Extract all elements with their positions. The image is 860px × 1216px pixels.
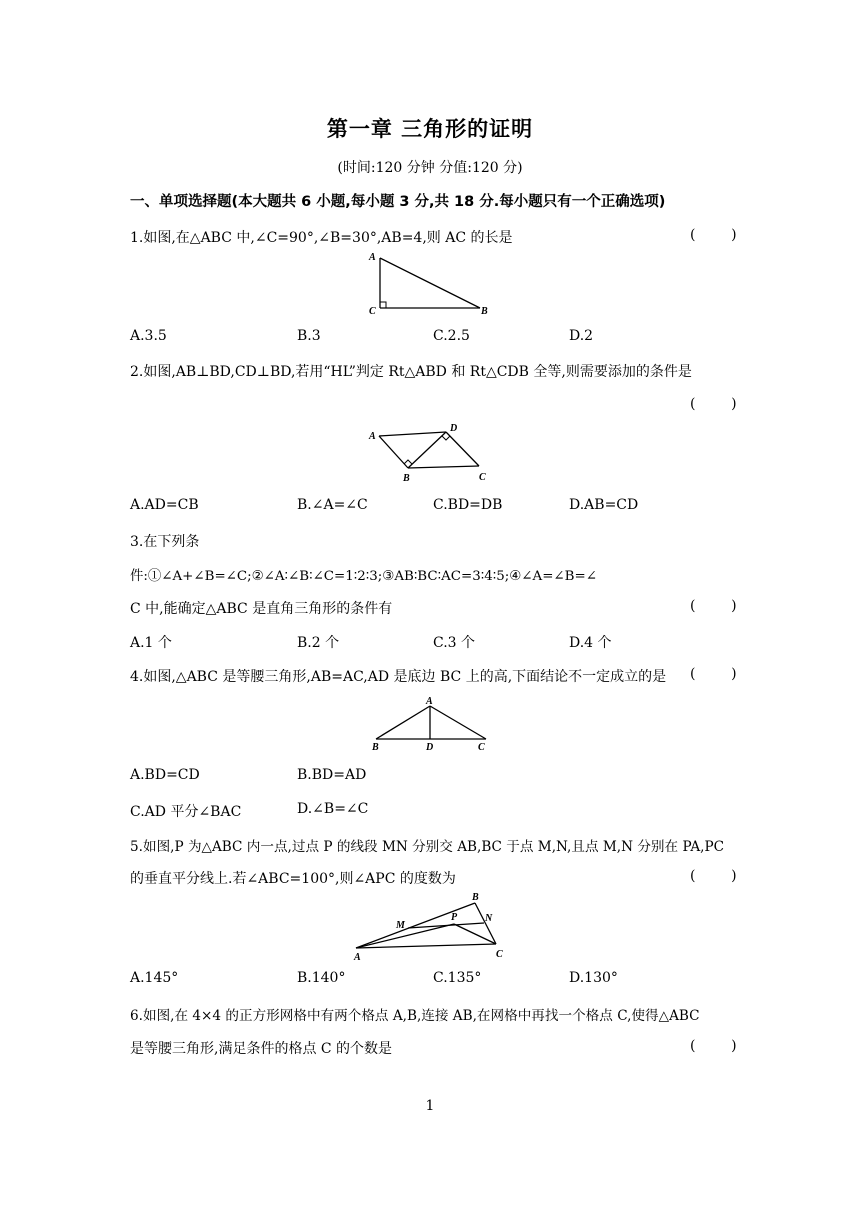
q5-stem-line1: 5.如图,P 为△ABC 内一点,过点 P 的线段 MN 分别交 AB,BC 于点 M,N,且点 M,N 分别在 PA,PC bbox=[130, 839, 725, 855]
q6-stem-line1: 6.如图,在 4×4 的正方形网格中有两个格点 A,B,连接 AB,在网格中再找一个格点 C,使得△ABC bbox=[130, 1008, 700, 1024]
q2-label-b: B bbox=[403, 473, 410, 484]
q3-answer-paren: ( ) bbox=[690, 598, 737, 614]
q2-answer-paren: ( ) bbox=[690, 396, 737, 412]
q3-option-d: D.4 个 bbox=[569, 635, 612, 651]
q2-figure bbox=[366, 420, 496, 486]
q1-option-b: B.3 bbox=[297, 328, 321, 344]
q4-option-a: A.BD=CD bbox=[130, 767, 200, 783]
q1-stem: 1.如图,在△ABC 中,∠C=90°,∠B=30°,AB=4,则 AC 的长是 bbox=[130, 230, 513, 246]
q3-stem-line2: 件:①∠A+∠B=∠C;②∠A∶∠B∶∠C=1∶2∶3;③AB∶BC∶AC=3∶4∶5;④∠A=∠B=∠ bbox=[130, 569, 597, 584]
q3-stem-line1: 3.在下列条 bbox=[130, 534, 200, 550]
q2-label-a: A bbox=[369, 431, 376, 442]
page-number: 1 bbox=[425, 1098, 435, 1114]
q4-label-b: B bbox=[372, 742, 379, 752]
q5-label-p: P bbox=[451, 912, 458, 923]
q5-label-c: C bbox=[496, 949, 503, 960]
q1-label-a: A bbox=[369, 252, 376, 263]
q5-stem-line2: 的垂直平分线上.若∠ABC=100°,则∠APC 的度数为 bbox=[130, 871, 456, 887]
q5-label-b: B bbox=[472, 892, 479, 903]
q2-option-c: C.BD=DB bbox=[433, 497, 503, 513]
q3-option-c: C.3 个 bbox=[433, 635, 476, 651]
q1-figure bbox=[362, 250, 502, 320]
q3-stem-line3: C 中,能确定△ABC 是直角三角形的条件有 bbox=[130, 601, 393, 617]
q4-option-d: D.∠B=∠C bbox=[297, 801, 369, 817]
q4-option-b: B.BD=AD bbox=[297, 767, 367, 783]
q1-option-c: C.2.5 bbox=[433, 328, 470, 344]
q5-option-b: B.140° bbox=[297, 970, 346, 986]
q2-option-a: A.AD=CB bbox=[130, 497, 199, 513]
q5-label-m: M bbox=[396, 920, 405, 931]
q5-option-a: A.145° bbox=[130, 970, 179, 986]
q1-option-a: A.3.5 bbox=[130, 328, 167, 344]
q4-label-d: D bbox=[426, 742, 434, 752]
q5-option-d: D.130° bbox=[569, 970, 618, 986]
q1-label-c: C bbox=[369, 306, 376, 317]
q4-stem: 4.如图,△ABC 是等腰三角形,AB=AC,AD 是底边 BC 上的高,下面结论不一定成立的是 bbox=[130, 669, 667, 685]
q4-answer-paren: ( ) bbox=[690, 666, 737, 682]
section-heading: 一、单项选择题(本大题共 6 小题,每小题 3 分,共 18 分.每小题只有一个正确选项) bbox=[130, 194, 666, 210]
chapter-title: 第一章 三角形的证明 bbox=[326, 117, 534, 141]
q1-label-b: B bbox=[481, 306, 488, 317]
q6-answer-paren: ( ) bbox=[690, 1038, 737, 1054]
q5-label-n: N bbox=[485, 913, 493, 924]
q3-option-a: A.1 个 bbox=[130, 635, 172, 651]
time-score-info: (时间:120 分钟 分值:120 分) bbox=[337, 160, 523, 176]
q5-figure bbox=[350, 890, 510, 962]
q5-answer-paren: ( ) bbox=[690, 868, 737, 884]
q2-stem: 2.如图,AB⊥BD,CD⊥BD,若用“HL”判定 Rt△ABD 和 Rt△CDB 全等,则需要添加的条件是 bbox=[130, 364, 692, 380]
q4-option-c: C.AD 平分∠BAC bbox=[130, 804, 242, 820]
q4-figure bbox=[366, 694, 502, 752]
q5-label-a: A bbox=[354, 952, 361, 962]
q2-option-d: D.AB=CD bbox=[569, 497, 639, 513]
q5-option-c: C.135° bbox=[433, 970, 482, 986]
q2-label-c: C bbox=[479, 472, 486, 483]
q4-label-c: C bbox=[478, 742, 485, 752]
q3-option-b: B.2 个 bbox=[297, 635, 340, 651]
q1-answer-paren: ( ) bbox=[690, 227, 737, 243]
q4-label-a: A bbox=[426, 696, 433, 707]
q6-stem-line2: 是等腰三角形,满足条件的格点 C 的个数是 bbox=[130, 1041, 393, 1057]
q1-option-d: D.2 bbox=[569, 328, 594, 344]
q2-option-b: B.∠A=∠C bbox=[297, 497, 368, 513]
q2-label-d: D bbox=[450, 423, 458, 434]
